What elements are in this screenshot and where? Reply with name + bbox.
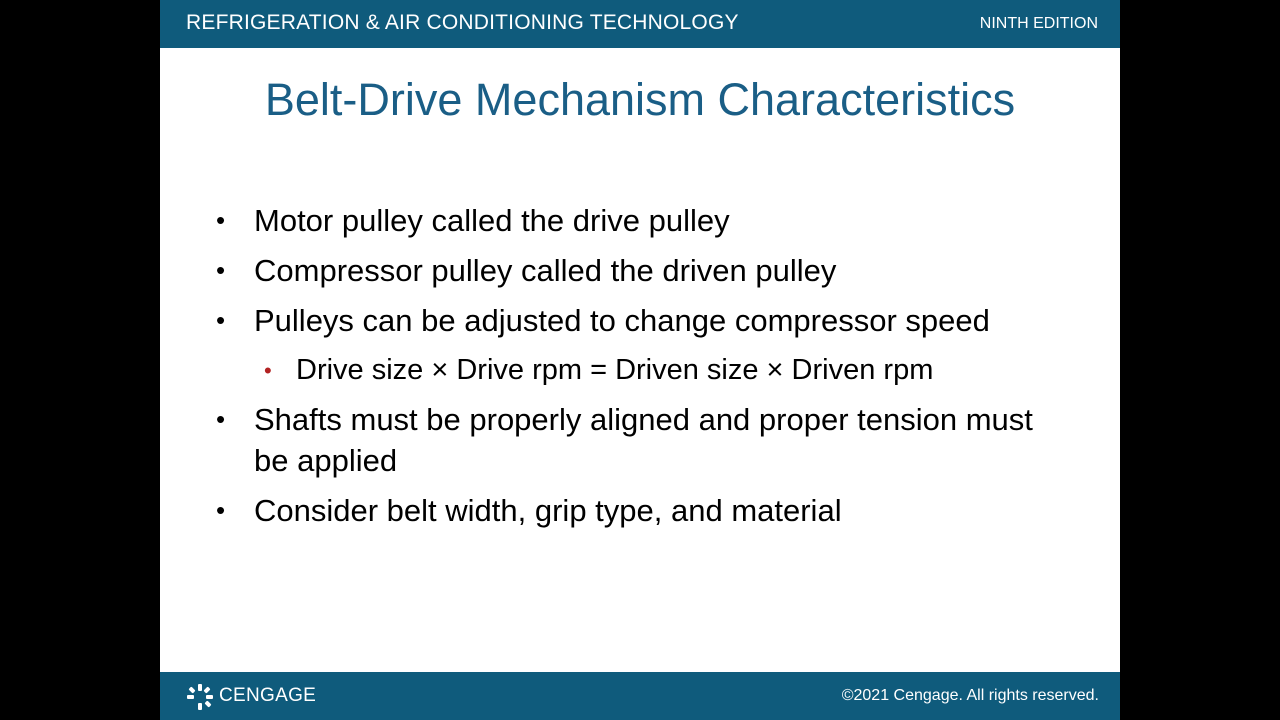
sub-bullet-item [214,350,1074,390]
bullet-item [214,490,1074,531]
bullet-item [214,300,994,341]
bullet-icon: • [216,495,226,525]
cengage-logo-icon [186,683,214,711]
copyright-notice: ©2021 Cengage. All rights reserved. [841,687,1099,704]
edition-label: NINTH EDITION [979,15,1098,32]
slide [160,0,1120,720]
sub-bullet-text: Drive size × Drive rpm = Driven size × Driven rpm [296,354,934,386]
bullet-list [214,200,1074,540]
slide-title: Belt-Drive Mechanism Characteristics [264,74,1016,125]
bullet-item [214,200,1074,241]
cengage-logo-text: CENGAGE [219,685,317,706]
bullet-icon: • [216,404,226,434]
bullet-text: Shafts must be properly aligned and proper tension must be applied [254,402,1033,478]
bullet-text: Pulleys can be adjusted to change compressor speed [254,303,990,338]
bullet-item [214,250,1074,291]
bullet-text: Consider belt width, grip type, and material [254,493,842,528]
bullet-item [214,399,1064,481]
bullet-text: Motor pulley called the drive pulley [254,203,730,238]
bullet-icon: • [216,255,226,285]
bullet-text: Compressor pulley called the driven pulley [254,253,837,288]
course-title: REFRIGERATION & AIR CONDITIONING TECHNOLOGY [186,11,739,34]
footer-bar [160,672,1120,720]
sub-bullet-icon: • [264,358,272,383]
bullet-icon: • [216,205,226,235]
header-bar [160,0,1120,48]
bullet-icon: • [216,305,226,335]
